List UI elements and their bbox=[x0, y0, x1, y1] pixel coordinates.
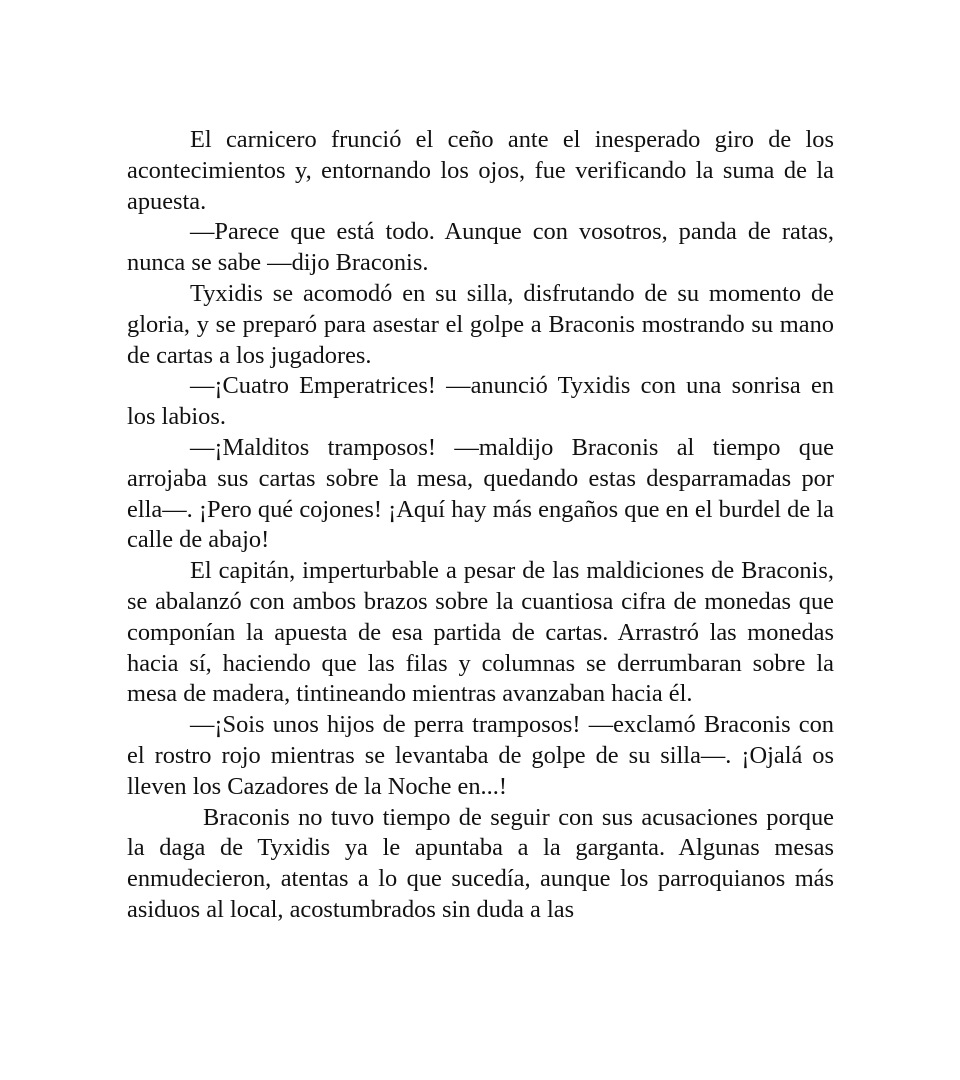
paragraph-3: Tyxidis se acomodó en su silla, disfrutando de su momento de gloria, y se preparó para asestar el golpe a Braconis mostrando su mano de cartas a los jugadores. bbox=[127, 279, 834, 369]
book-page bbox=[127, 125, 834, 926]
paragraph-6: El capitán, imperturbable a pesar de las maldiciones de Braconis, se abalanzó con ambos brazos sobre la cuantiosa cifra de monedas que componían la apuesta de esa partida de cartas. Arrastró las monedas hacia sí, haciendo que las filas y columnas se derrumbaran sobre la mesa de madera, tintineando mientras avanzaban hacia él. bbox=[127, 557, 834, 708]
paragraph-1: El carnicero frunció el ceño ante el inesperado giro de los acontecimientos y, entornando los ojos, fue verificando la suma de la apuesta. bbox=[127, 126, 834, 215]
paragraph-5: —¡Malditos tramposos! —maldijo Braconis al tiempo que arrojaba sus cartas sobre la mesa, quedando estas desparramadas por ella—. ¡Pero qué cojones! ¡Aquí hay más engaños que en el burdel de la calle de abajo! bbox=[127, 433, 834, 554]
paragraph-2: —Parece que está todo. Aunque con vosotros, panda de ratas, nunca se sabe —dijo Braconis. bbox=[127, 218, 834, 277]
paragraph-8: Braconis no tuvo tiempo de seguir con sus acusaciones porque la daga de Tyxidis ya le apuntaba a la garganta. Algunas mesas enmudecieron, atentas a lo que sucedía, aunque los parroquianos más asiduos al local, acostumbrados sin duda a las bbox=[127, 803, 834, 923]
paragraph-7: —¡Sois unos hijos de perra tramposos! —exclamó Braconis con el rostro rojo mientras se levantaba de golpe de su silla—. ¡Ojalá os lleven los Cazadores de la Noche en...! bbox=[127, 711, 834, 800]
paragraph-4: —¡Cuatro Emperatrices! —anunció Tyxidis con una sonrisa en los labios. bbox=[127, 372, 834, 431]
